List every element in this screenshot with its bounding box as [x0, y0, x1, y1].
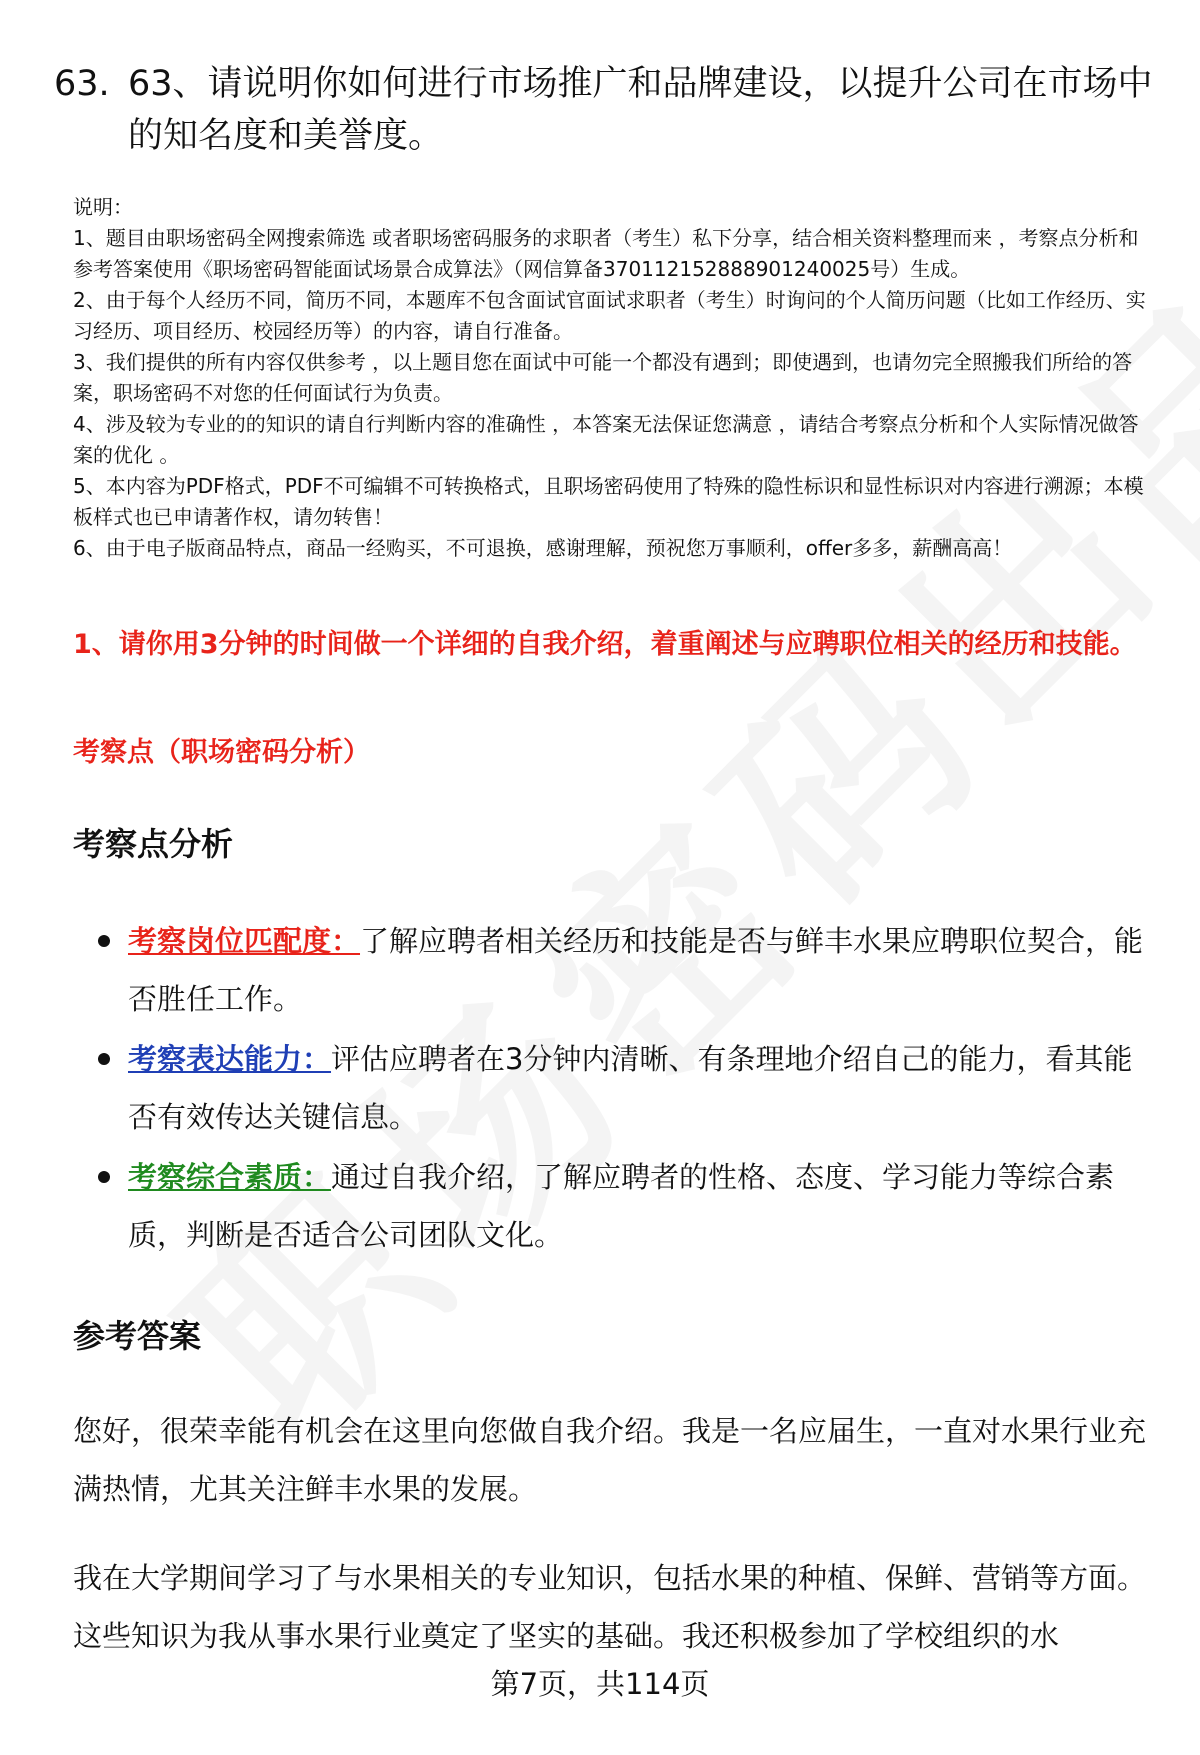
note-item: 3、我们提供的所有内容仅供参考 ，以上题目您在面试中可能一个都没有遇到；即使遇到，也请勿完全照搬我们所给的答案，职场密码不对您的任何面试行为负责。 [73, 350, 1133, 405]
note-item: 6、由于电子版商品特点，商品一经购买，不可退换，感谢理解，预祝您万事顺利，offer多多，薪酬高高！ [73, 536, 1013, 560]
question-number: 63. [54, 64, 110, 104]
bullet-icon [98, 1171, 110, 1183]
note-item: 4、涉及较为专业的的知识的请自行判断内容的准确性 ，本答案无法保证您满意 ，请结合考察点分析和个人实际情况做答案的优化 。 [73, 412, 1139, 467]
bullet-key: 考察综合素质： [128, 1160, 332, 1194]
question-heading [54, 58, 1154, 162]
bullet-key: 考察岗位匹配度： [128, 924, 361, 958]
bullet-text: 评估应聘者在3分钟内清晰、有条理地介绍自己的能力，看其能否有效传达关键信息。 [128, 1042, 1133, 1134]
notes-block [73, 192, 1158, 564]
question-text: 63、请说明你如何进行市场推广和品牌建设，以提升公司在市场中的知名度和美誉度。 [128, 64, 1153, 156]
bullet-key: 考察表达能力： [128, 1042, 332, 1076]
answer-heading: 参考答案 [73, 1317, 202, 1355]
answer-paragraph: 我在大学期间学习了与水果相关的专业知识，包括水果的种植、保鲜、营销等方面。这些知识为我从事水果行业奠定了坚实的基础。我还积极参加了学校组织的水 [73, 1561, 1147, 1653]
bullet-text: 了解应聘者相关经历和技能是否与鲜丰水果应聘职位契合，能否胜任工作。 [128, 924, 1144, 1016]
list-item [98, 1030, 1148, 1146]
bullet-icon [98, 1053, 110, 1065]
bullet-text: 通过自我介绍，了解应聘者的性格、态度、学习能力等综合素质，判断是否适合公司团队文化。 [128, 1160, 1115, 1252]
page-number: 第7页，共114页 [490, 1667, 710, 1701]
list-item [98, 1148, 1148, 1264]
analysis-heading: 考察点分析 [73, 825, 234, 863]
note-item: 5、本内容为PDF格式，PDF不可编辑不可转换格式，且职场密码使用了特殊的隐性标识和显性标识对内容进行溯源；本模板样式也已申请著作权，请勿转售！ [73, 474, 1144, 529]
bullet-icon [98, 935, 110, 947]
list-item [98, 912, 1148, 1028]
analysis-label: 考察点（职场密码分析） [73, 737, 370, 768]
note-item: 1、题目由职场密码全网搜索筛选 或者职场密码服务的求职者（考生）私下分享，结合相关资料整理而来 ，考察点分析和参考答案使用《职场密码智能面试场景合成算法》（网信算备370112152888901240025号）生成。 [73, 226, 1139, 281]
sub-question: 1、请你用3分钟的时间做一个详细的自我介绍，着重阐述与应聘职位相关的经历和技能。 [73, 629, 1137, 660]
note-item: 2、由于每个人经历不同，简历不同，本题库不包含面试官面试求职者（考生）时询问的个人简历问题（比如工作经历、实习经历、项目经历、校园经历等）的内容，请自行准备。 [73, 288, 1146, 343]
notes-title: 说明： [73, 195, 133, 219]
answer-paragraph: 您好，很荣幸能有机会在这里向您做自我介绍。我是一名应届生，一直对水果行业充满热情，尤其关注鲜丰水果的发展。 [73, 1414, 1147, 1506]
analysis-list [98, 912, 1148, 1266]
